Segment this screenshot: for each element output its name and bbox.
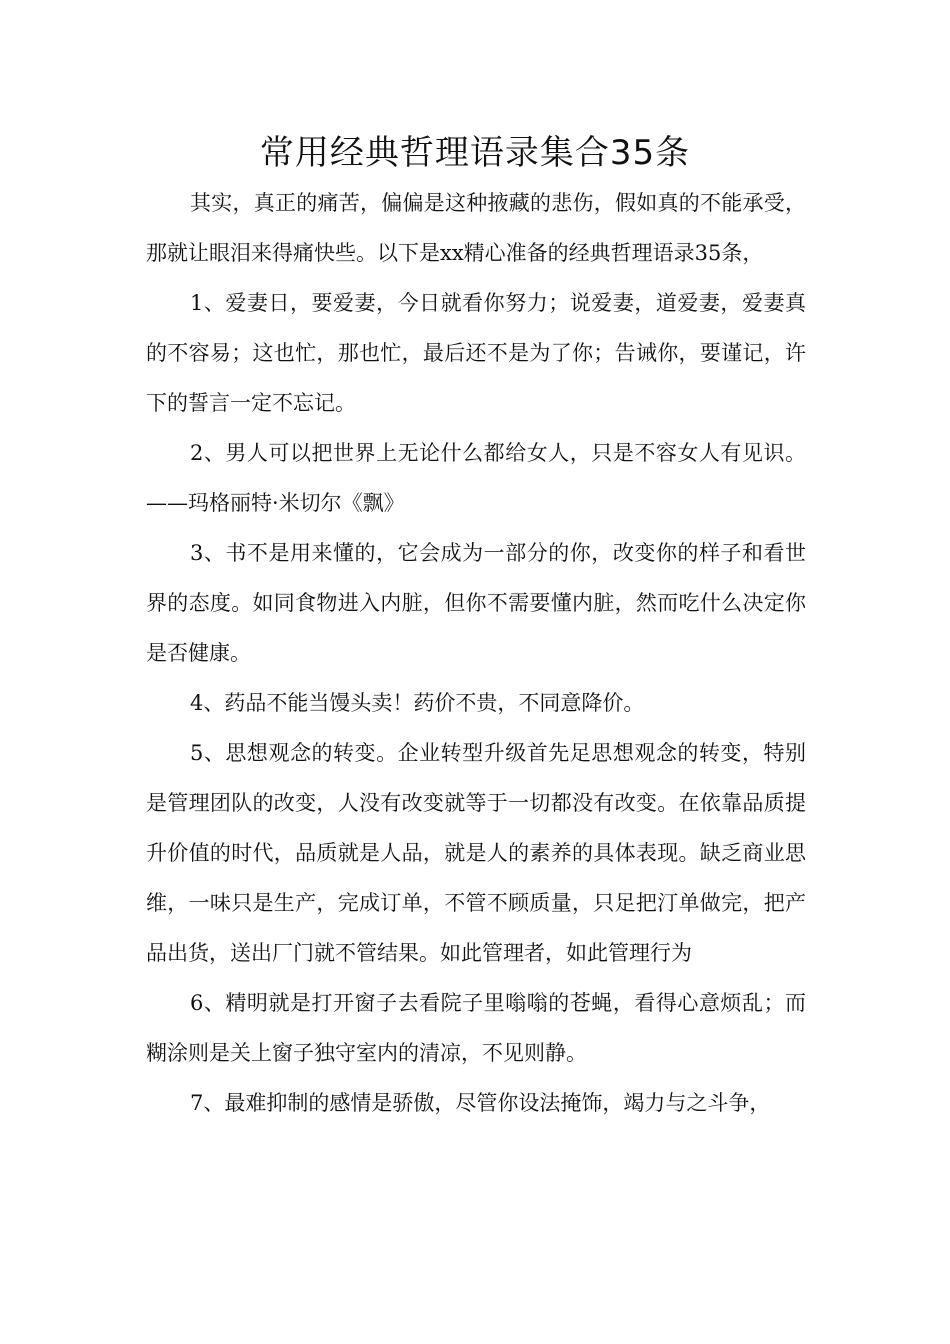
intro-paragraph: 其实，真正的痛苦，偏偏是这种掖藏的悲伤，假如真的不能承受，那就让眼泪来得痛快些。以下是xx精心准备的经典哲理语录35条， (146, 191, 806, 265)
quote-paragraph-3: 3、书不是用来懂的，它会成为一部分的你，改变你的样子和看世界的态度。如同食物进入内脏，但你不需要懂内脏，然而吃什么决定你是否健康。 (146, 541, 806, 665)
quote-paragraph-7: 7、最难抑制的感情是骄傲，尽管你设法掩饰，竭力与之斗争， (190, 1091, 771, 1115)
quote-paragraph-4: 4、药品不能当馒头卖！药价不贵，不同意降价。 (190, 691, 645, 715)
document-title: 常用经典哲理语录集合35条 (259, 133, 691, 173)
document-body (146, 178, 806, 1128)
quote-paragraph-1: 1、爱妻日，要爱妻，今日就看你努力；说爱妻，道爱妻，爱妻真的不容易；这也忙，那也忙，最后还不是为了你；告诫你，要谨记，许下的誓言一定不忘记。 (146, 291, 806, 415)
quote-paragraph-2: 2、男人可以把世界上无论什么都给女人，只是不容女人有见识。——玛格丽特·米切尔《飘》 (146, 441, 806, 515)
quote-paragraph-6: 6、精明就是打开窗子去看院子里嗡嗡的苍蝇，看得心意烦乱；而糊涂则是关上窗子独守室内的清凉，不见则静。 (146, 991, 806, 1065)
quote-paragraph-5: 5、思想观念的转变。企业转型升级首先足思想观念的转变，特别是管理团队的改变，人没有改变就等于一切都没有改变。在依靠品质提升价值的时代，品质就是人品，就是人的素养的具体表现。缺乏商业思维，一味只是生产，完成订单，不管不顾质量，只足把汀单做完，把产品出货，送出厂门就不管结果。如此管理者，如此管理行为 (146, 741, 806, 965)
